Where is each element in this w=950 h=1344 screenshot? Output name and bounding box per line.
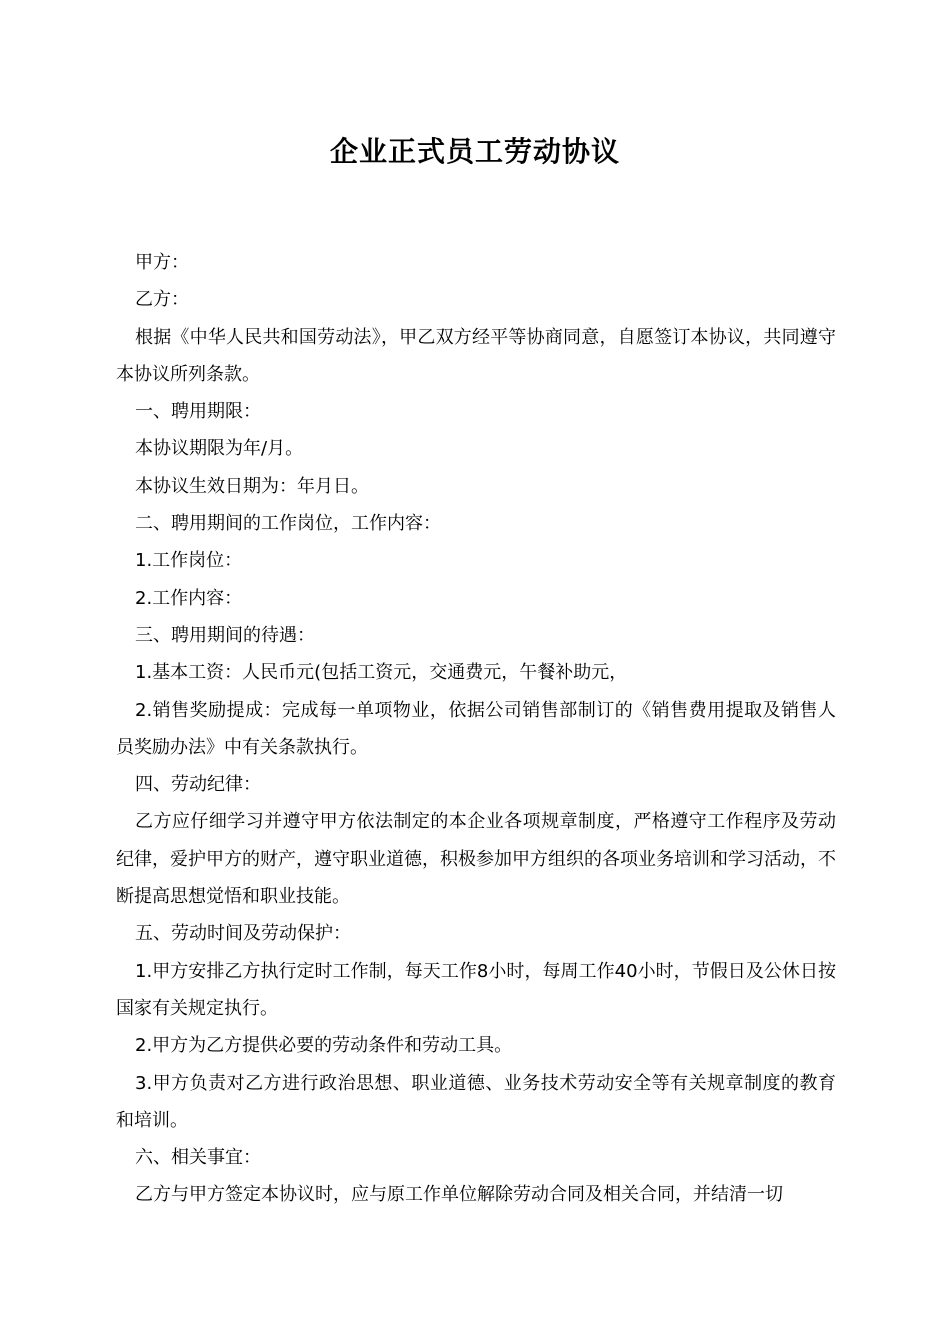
section-heading-working-hours: 五、劳动时间及劳动保护： (135, 923, 351, 945)
document-title: 企业正式员工劳动协议 (329, 135, 620, 168)
related-matters-paragraph: 乙方与甲方签定本协议时，应与原工作单位解除劳动合同及相关合同，并结清一切 (135, 1184, 783, 1206)
work-conditions-line: 2.甲方为乙方提供必要的劳动条件和劳动工具。 (135, 1035, 513, 1057)
section-heading-discipline: 四、劳动纪律： (135, 774, 261, 796)
training-paragraph: 3.甲方负责对乙方进行政治思想、职业道德、业务技术劳动安全等有关规章制度的教育和培训。 (116, 1072, 836, 1131)
working-hours-paragraph: 1.甲方安排乙方执行定时工作制，每天工作8小时，每周工作40小时，节假日及公休日按国家有关规定执行。 (116, 960, 836, 1019)
party-b-line: 乙方： (135, 289, 189, 311)
party-a-line: 甲方： (135, 252, 189, 273)
preamble-paragraph: 根据《中华人民共和国劳动法》，甲乙双方经平等协商同意，自愿签订本协议，共同遵守本协议所列条款。 (116, 326, 836, 385)
section-heading-related-matters: 六、相关事宜： (135, 1147, 261, 1169)
effective-date-line: 本协议生效日期为：年月日。 (135, 475, 369, 497)
duties-line: 2.工作内容： (135, 587, 243, 609)
position-line: 1.工作岗位： (135, 550, 243, 572)
section-heading-compensation: 三、聘用期间的待遇： (135, 624, 315, 646)
document-body (116, 244, 836, 1214)
term-duration-line: 本协议期限为年/月。 (135, 438, 304, 460)
base-salary-line: 1.基本工资：人民币元(包括工资元，交通费元，午餐补助元， (135, 662, 628, 684)
section-heading-position: 二、聘用期间的工作岗位，工作内容： (135, 513, 441, 535)
sales-commission-paragraph: 2.销售奖励提成：完成每一单项物业，依据公司销售部制订的《销售费用提取及销售人员奖励办法》中有关条款执行。 (116, 699, 836, 758)
section-heading-term: 一、聘用期限： (135, 401, 261, 423)
discipline-paragraph: 乙方应仔细学习并遵守甲方依法制定的本企业各项规章制度，严格遵守工作程序及劳动纪律，爱护甲方的财产，遵守职业道德，积极参加甲方组织的各项业务培训和学习活动，不断提高思想觉悟和职业技能。 (116, 811, 836, 908)
